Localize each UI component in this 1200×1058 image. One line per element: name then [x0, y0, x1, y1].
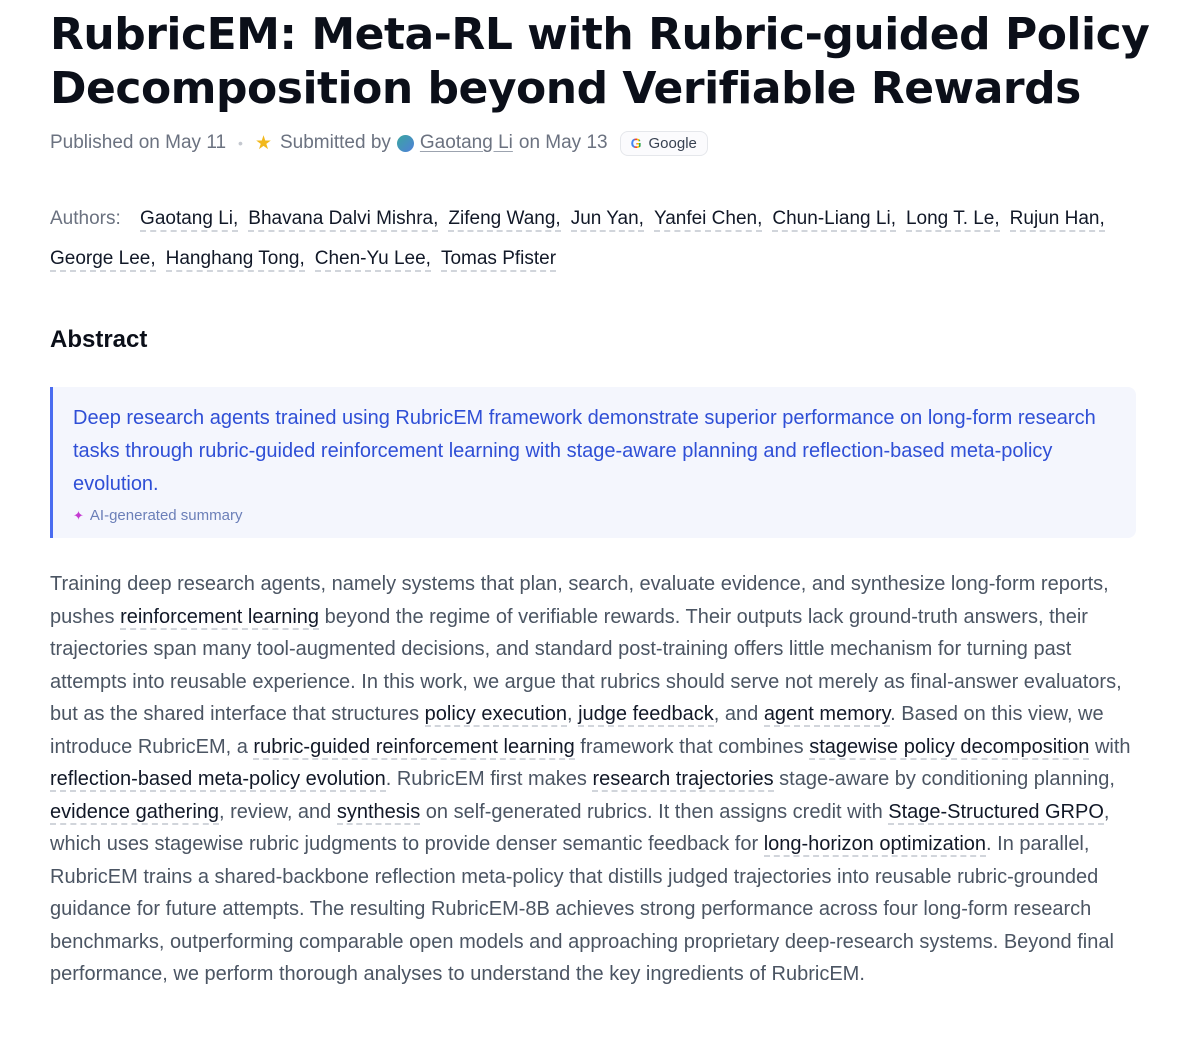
keyword-link[interactable]: evidence gathering — [50, 800, 220, 823]
abstract-segment: , review, and — [219, 800, 337, 823]
submitter-avatar — [397, 135, 414, 152]
abstract-segment: . In parallel, RubricEM trains a shared-backbone reflection meta-policy that distills judged trajectories into reusable rubric-grounded guidance for future attempts. The resulting RubricEM-8B achieves strong performance across four long-form research benchmarks, outperforming comparable open models and approaching proprietary deep-research systems. Beyond final performance, we perform thorough analyses to understand the key ingredients of RubricEM. — [50, 833, 1114, 985]
abstract-text — [50, 568, 1150, 991]
author-link[interactable]: Zifeng Wang, — [448, 208, 560, 232]
author-link[interactable]: George Lee, — [50, 248, 156, 272]
ai-summary-text: Deep research agents trained using RubricEM framework demonstrate superior performance on long-form research tasks through rubric-guided reinforcement learning with stage-aware planning and reflection-based meta-policy evolution. — [73, 407, 1096, 495]
abstract-segment: beyond the regime of verifiable rewards. Their outputs lack ground-truth answers, their trajectories span many tool-augmented decisions, and standard post-training offers little mechanism for turning past attempts into reusable experience. In this work, we argue that rubrics should serve not merely as final-answer evaluators, but as the shared interface that structures — [50, 605, 1122, 725]
keyword-link[interactable]: long-horizon optimization — [763, 833, 987, 855]
abstract-heading: Abstract — [50, 326, 148, 353]
abstract-segment: Training deep research agents, namely systems that plan, search, evaluate evidence, and synthesize long-form reports, pushes — [50, 573, 1109, 628]
author-link[interactable]: Bhavana Dalvi Mishra, — [248, 208, 438, 232]
sparkle-icon: ✦ — [73, 507, 84, 523]
abstract-segment: on self-generated rubrics. It then assigns credit with — [420, 800, 889, 823]
abstract-segment: stage-aware by conditioning planning, — [773, 768, 1115, 790]
author-link[interactable]: Hanghang Tong, — [166, 248, 305, 272]
abstract-segment: , which uses stagewise rubric judgments to provide denser semantic feedback for — [50, 800, 1110, 855]
separator-dot: • — [238, 135, 243, 151]
keyword-link[interactable]: reinforcement learning — [120, 605, 320, 628]
abstract-segment: . RubricEM first makes — [385, 768, 593, 790]
author-link[interactable]: Gaotang Li, — [140, 208, 238, 232]
abstract-segment: framework that combines — [574, 735, 810, 758]
ai-summary-label-row — [73, 507, 1116, 524]
author-link[interactable]: Tomas Pfister — [441, 248, 556, 272]
submitter-link[interactable]: Gaotang Li — [419, 132, 513, 153]
ai-summary-label: AI-generated summary — [89, 507, 243, 524]
abstract-segment: with — [1089, 735, 1131, 758]
paper-meta — [50, 127, 708, 159]
author-link[interactable]: Chun-Liang Li, — [772, 208, 896, 232]
page-title: RubricEM: Meta-RL with Rubric-guided Policy Decomposition beyond Verifiable Rewards — [50, 9, 1150, 114]
published-date: Published on May 11 — [50, 132, 227, 153]
star-icon: ★ — [254, 132, 272, 154]
submitted-by-label: Submitted by — [280, 132, 391, 153]
abstract-segment: , — [566, 703, 579, 725]
keyword-link[interactable]: stagewise policy decomposition — [809, 735, 1090, 758]
author-link[interactable]: Yanfei Chen, — [654, 208, 762, 232]
ai-summary-box — [50, 387, 1136, 538]
author-link[interactable]: Rujun Han, — [1010, 208, 1105, 232]
org-name: Google — [648, 134, 697, 152]
keyword-link[interactable]: rubric-guided reinforcement learning — [253, 735, 575, 758]
google-logo-icon: G — [630, 135, 642, 151]
keyword-link[interactable]: synthesis — [336, 800, 421, 823]
keyword-link[interactable]: agent memory — [763, 703, 891, 725]
keyword-link[interactable]: Stage-Structured GRPO — [888, 800, 1104, 823]
keyword-link[interactable]: judge feedback — [578, 703, 714, 725]
keyword-link[interactable]: policy execution — [424, 703, 567, 725]
author-link[interactable]: Long T. Le, — [906, 208, 1000, 232]
authors-label: Authors: — [50, 208, 121, 229]
author-list — [50, 199, 1160, 279]
abstract-segment: . Based on this view, we introduce RubricEM, a — [50, 703, 1104, 758]
author-link[interactable]: Jun Yan, — [571, 208, 644, 232]
author-link[interactable]: Chen-Yu Lee, — [315, 248, 431, 272]
submitted-date: on May 13 — [518, 132, 608, 153]
abstract-segment: , and — [713, 703, 764, 725]
keyword-link[interactable]: research trajectories — [592, 768, 774, 790]
keyword-link[interactable]: reflection-based meta-policy evolution — [50, 768, 386, 790]
org-badge[interactable] — [620, 131, 708, 156]
